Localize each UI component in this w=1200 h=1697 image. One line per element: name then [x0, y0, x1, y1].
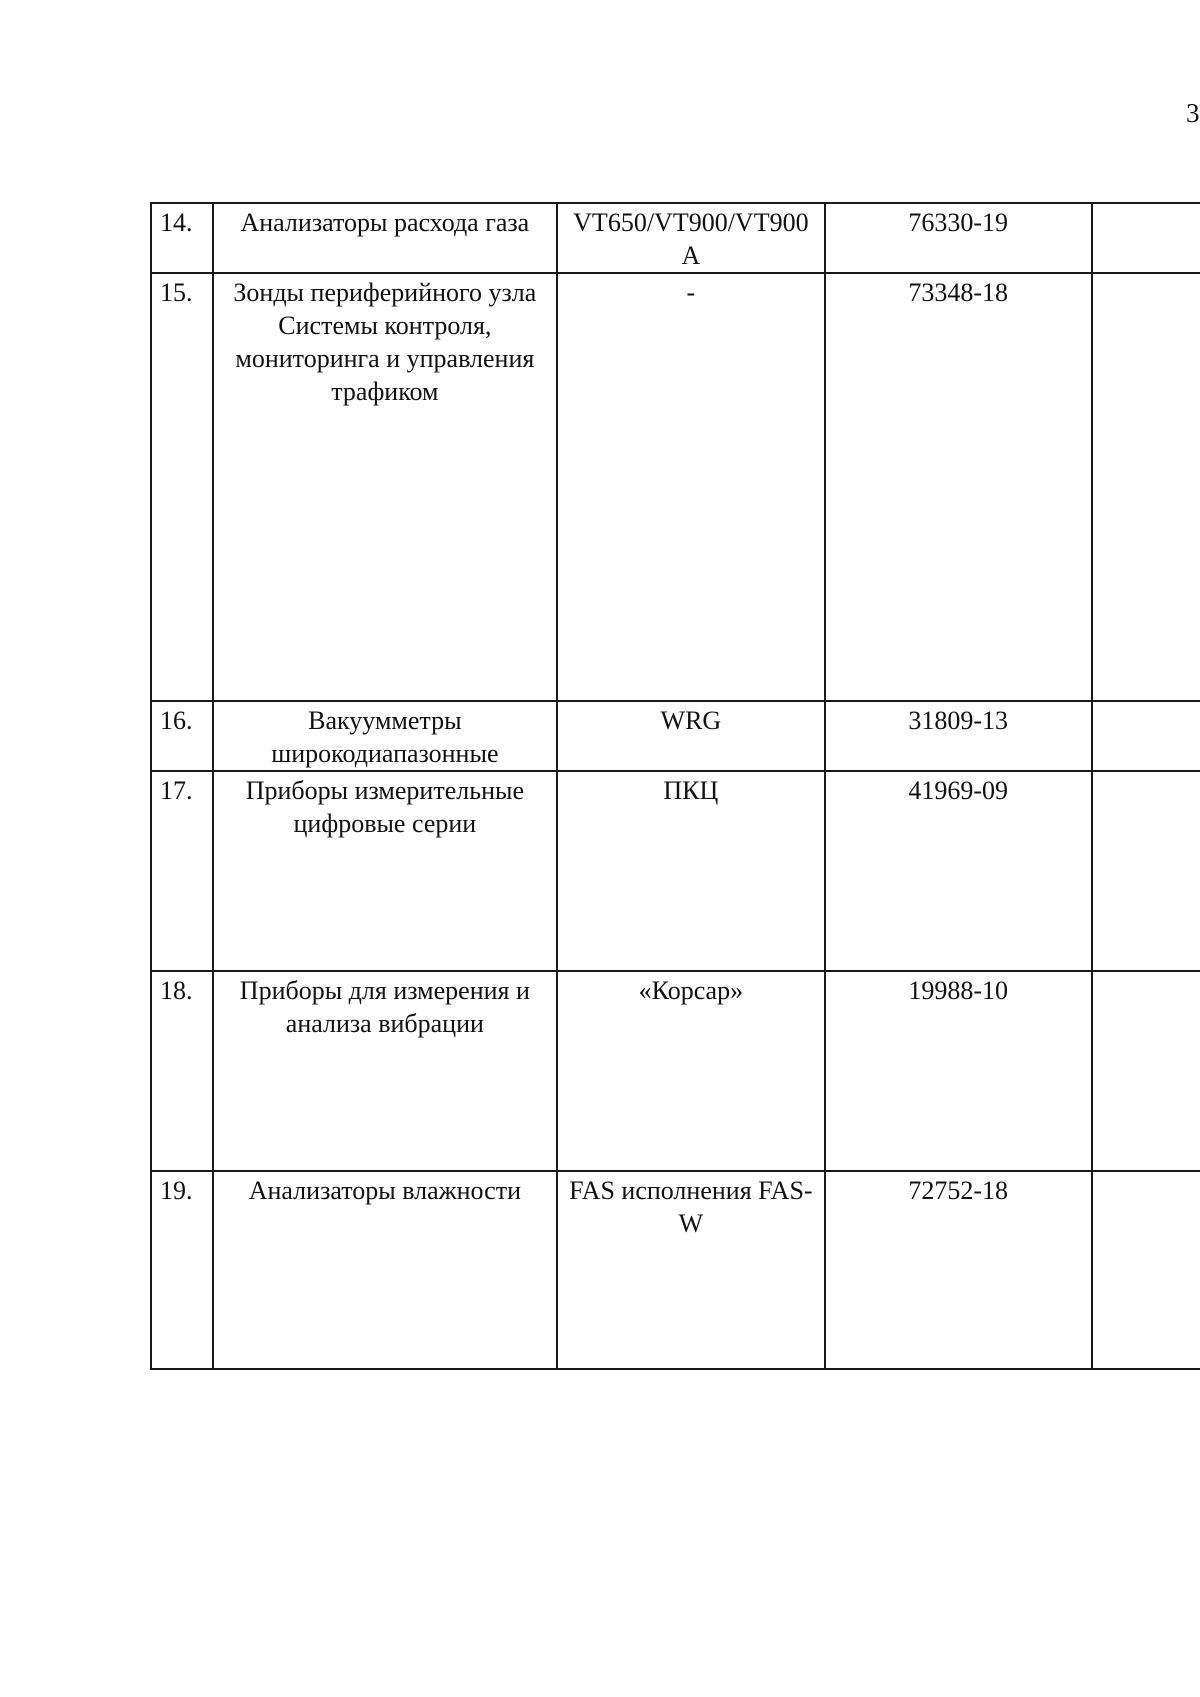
- instrument-type: VT650/VT900/VT900A: [557, 203, 825, 273]
- extra-cell: [1092, 701, 1200, 771]
- row-number: 19.: [151, 1171, 213, 1369]
- page-number: 3: [1186, 98, 1200, 128]
- row-number: 15.: [151, 273, 213, 701]
- instrument-type: «Корсар»: [557, 971, 825, 1171]
- table-row: [151, 1171, 1200, 1369]
- registration-number: 72752-18: [825, 1171, 1092, 1369]
- registration-number: 41969-09: [825, 771, 1092, 971]
- extra-cell: [1092, 771, 1200, 971]
- extra-cell: [1092, 1171, 1200, 1369]
- instrument-name: Анализаторы расхода газа: [213, 203, 557, 273]
- extra-cell: [1092, 273, 1200, 701]
- instrument-type: FAS исполнения FAS-W: [557, 1171, 825, 1369]
- row-number: 14.: [151, 203, 213, 273]
- registration-number: 76330-19: [825, 203, 1092, 273]
- row-number: 18.: [151, 971, 213, 1171]
- instrument-type: -: [557, 273, 825, 701]
- row-number: 16.: [151, 701, 213, 771]
- instrument-name: Приборы для измерения и анализа вибрации: [213, 971, 557, 1171]
- table-row: [151, 771, 1200, 971]
- registration-number: 19988-10: [825, 971, 1092, 1171]
- instrument-type: WRG: [557, 701, 825, 771]
- row-number: 17.: [151, 771, 213, 971]
- instrument-name: Зонды периферийного узла Системы контроля, мониторинга и управления трафиком: [213, 273, 557, 701]
- registration-number: 31809-13: [825, 701, 1092, 771]
- extra-cell: [1092, 971, 1200, 1171]
- registration-number: 73348-18: [825, 273, 1092, 701]
- extra-cell: [1092, 203, 1200, 273]
- table-row: [151, 701, 1200, 771]
- instrument-name: Анализаторы влажности: [213, 1171, 557, 1369]
- table-row: [151, 273, 1200, 701]
- instrument-type: ПКЦ: [557, 771, 825, 971]
- table-row: [151, 203, 1200, 273]
- table-row: [151, 971, 1200, 1171]
- instrument-name: Приборы измерительные цифровые серии: [213, 771, 557, 971]
- instrument-registry-table: [150, 202, 1200, 1370]
- instrument-name: Вакуумметры широкодиапазонные: [213, 701, 557, 771]
